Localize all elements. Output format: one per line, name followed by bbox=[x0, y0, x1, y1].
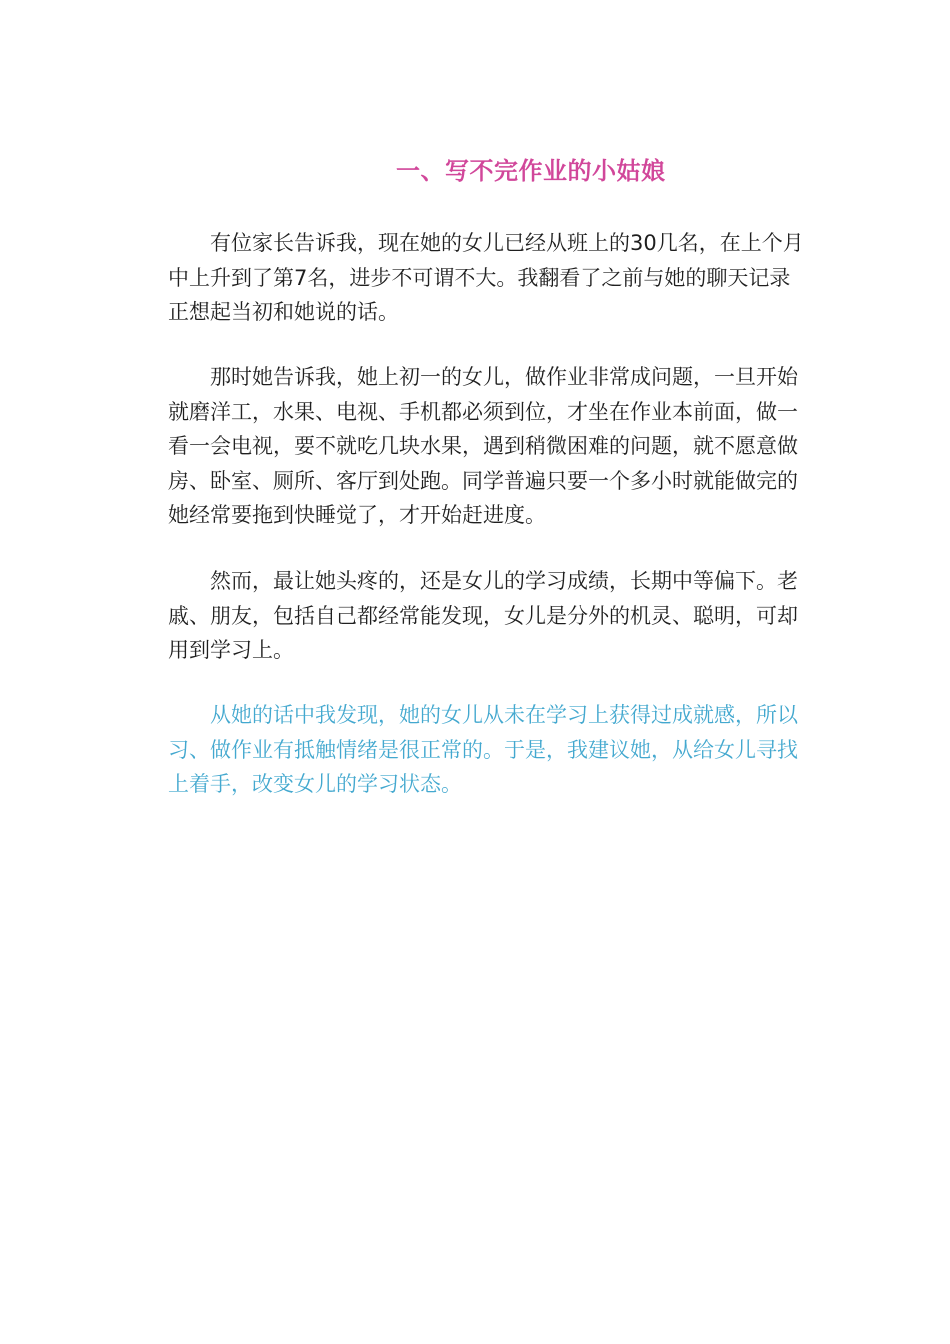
paragraph-line: 上着手，改变女儿的学习状态。 bbox=[168, 772, 462, 796]
paragraph-line: 那时她告诉我，她上初一的女儿，做作业非常成问题，一旦开始 bbox=[168, 365, 798, 389]
paragraph-line: 然而，最让她头疼的，还是女儿的学习成绩，长期中等偏下。老 bbox=[168, 569, 798, 593]
paragraph-line: 习、做作业有抵触情绪是很正常的。于是，我建议她，从给女儿寻找 bbox=[168, 737, 798, 762]
paragraph-line: 就磨洋工，水果、电视、手机都必须到位，才坐在作业本前面，做一 bbox=[168, 399, 798, 424]
paragraph-line: 看一会电视，要不就吃几块水果，遇到稍微困难的问题，就不愿意做 bbox=[168, 434, 798, 458]
paragraph-3 bbox=[168, 564, 815, 668]
paragraph-line: 中上升到了第7名，进步不可谓不大。我翻看了之前与她的聊天记录 bbox=[168, 265, 791, 290]
paragraph-line: 从她的话中我发现，她的女儿从未在学习上获得过成就感，所以 bbox=[168, 703, 798, 727]
paragraph-line: 戚、朋友，包括自己都经常能发现，女儿是分外的机灵、聪明，可却 bbox=[168, 603, 798, 628]
paragraph-highlight bbox=[168, 698, 815, 802]
paragraph-line: 她经常要拖到快睡觉了，才开始赶进度。 bbox=[168, 503, 546, 527]
paragraph-line: 有位家长告诉我，现在她的女儿已经从班上的30几名，在上个月 bbox=[168, 231, 804, 255]
paragraph-line: 用到学习上。 bbox=[168, 638, 294, 662]
paragraph-line: 房、卧室、厕所、客厅到处跑。同学普遍只要一个多小时就能做完的 bbox=[168, 468, 798, 493]
paragraph-line: 正想起当初和她说的话。 bbox=[168, 300, 399, 324]
paragraph-2 bbox=[168, 360, 815, 533]
section-heading: 一、写不完作业的小姑娘 bbox=[396, 157, 666, 185]
paragraph-1 bbox=[168, 226, 815, 330]
